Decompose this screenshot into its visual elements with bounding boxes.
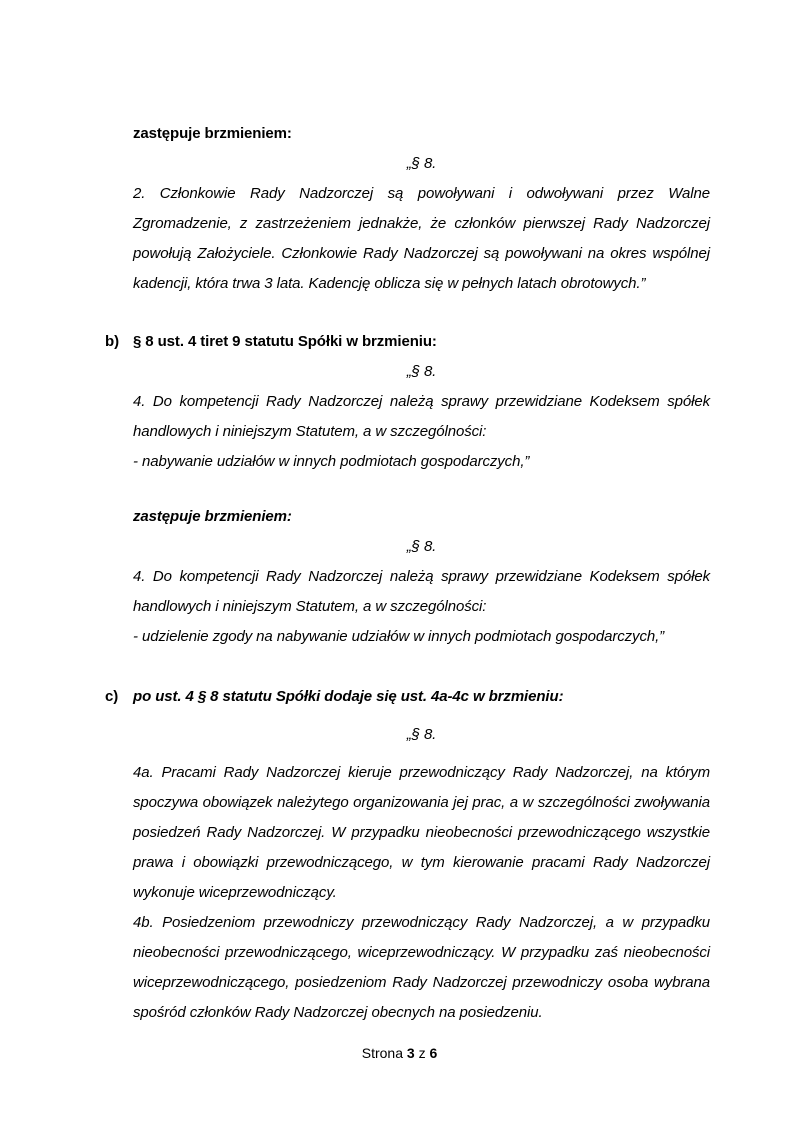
item-b-heading-text: § 8 ust. 4 tiret 9 statutu Spółki w brzmieniu:	[133, 333, 437, 350]
item-b-heading	[105, 327, 710, 357]
footer-separator: z	[418, 1045, 426, 1061]
statute-tiret-b-new: - udzielenie zgody na nabywanie udziałów w innych podmiotach gospodarczych,”	[133, 628, 665, 645]
page-footer	[0, 1043, 799, 1063]
replacement-label-a: zastępuje brzmieniem:	[133, 125, 292, 142]
statute-paragraph-4b: 4b. Posiedzeniom przewodniczy przewodniczący Rady Nadzorczej, a w przypadku nieobecności przewodniczącego, wiceprzewodniczący. W przypadku zaś nieobecności wiceprzewodniczącego, posiedzeniom Rady Nadzorczej przewodniczy osoba wybrana spośród członków Rady Nadzorczej obecnych na posiedzeniu.	[133, 914, 710, 1021]
footer-prefix: Strona	[361, 1045, 403, 1061]
statute-tiret-b-old: - nabywanie udziałów w innych podmiotach gospodarczych,”	[133, 453, 530, 470]
section-mark-a: „§ 8.	[406, 155, 437, 172]
statute-paragraph-b-new: 4. Do kompetencji Rady Nadzorczej należą sprawy przewidziane Kodeksem spółek handlowych i niniejszym Statutem, a w szczególności:	[133, 568, 710, 615]
section-item-b	[105, 327, 710, 477]
replacement-label-b: zastępuje brzmieniem:	[133, 508, 292, 525]
statute-paragraph-a: 2. Członkowie Rady Nadzorczej są powoływani i odwoływani przez Walne Zgromadzenie, z zastrzeżeniem jednakże, że członków pierwszej Rady Nadzorczej powołują Założyciele. Członkowie Rady Nadzorczej są powoływani na okres wspólnej kadencji, która trwa 3 lata. Kadencję oblicza się w pełnych latach obrotowych.”	[133, 185, 710, 292]
item-c-marker: c)	[105, 688, 119, 705]
statute-paragraph-4a: 4a. Pracami Rady Nadzorczej kieruje przewodniczący Rady Nadzorczej, na którym spoczywa obowiązek należytego organizowania jej prac, a w szczególności zwoływania posiedzeń Rady Nadzorczej. W przypadku nieobecności przewodniczącego wszystkie prawa i obowiązki przewodniczącego, w tym kierowanie pracami Rady Nadzorczej wykonuje wiceprzewodniczący.	[133, 764, 710, 901]
item-b-marker: b)	[105, 333, 119, 350]
section-mark-b-new: „§ 8.	[406, 538, 437, 555]
footer-page-number: 3	[406, 1045, 415, 1061]
footer-total-pages: 6	[429, 1045, 438, 1061]
section-item-c	[105, 682, 710, 1028]
section-a-replacement	[133, 119, 710, 299]
section-b-replacement	[133, 502, 710, 652]
item-c-heading-text: po ust. 4 § 8 statutu Spółki dodaje się ust. 4a-4c w brzmieniu:	[133, 688, 564, 705]
section-mark-b: „§ 8.	[406, 363, 437, 380]
document-content	[105, 119, 710, 1028]
statute-paragraph-b-old: 4. Do kompetencji Rady Nadzorczej należą sprawy przewidziane Kodeksem spółek handlowych i niniejszym Statutem, a w szczególności:	[133, 393, 710, 440]
section-mark-c: „§ 8.	[406, 726, 437, 743]
item-c-heading	[105, 682, 710, 712]
